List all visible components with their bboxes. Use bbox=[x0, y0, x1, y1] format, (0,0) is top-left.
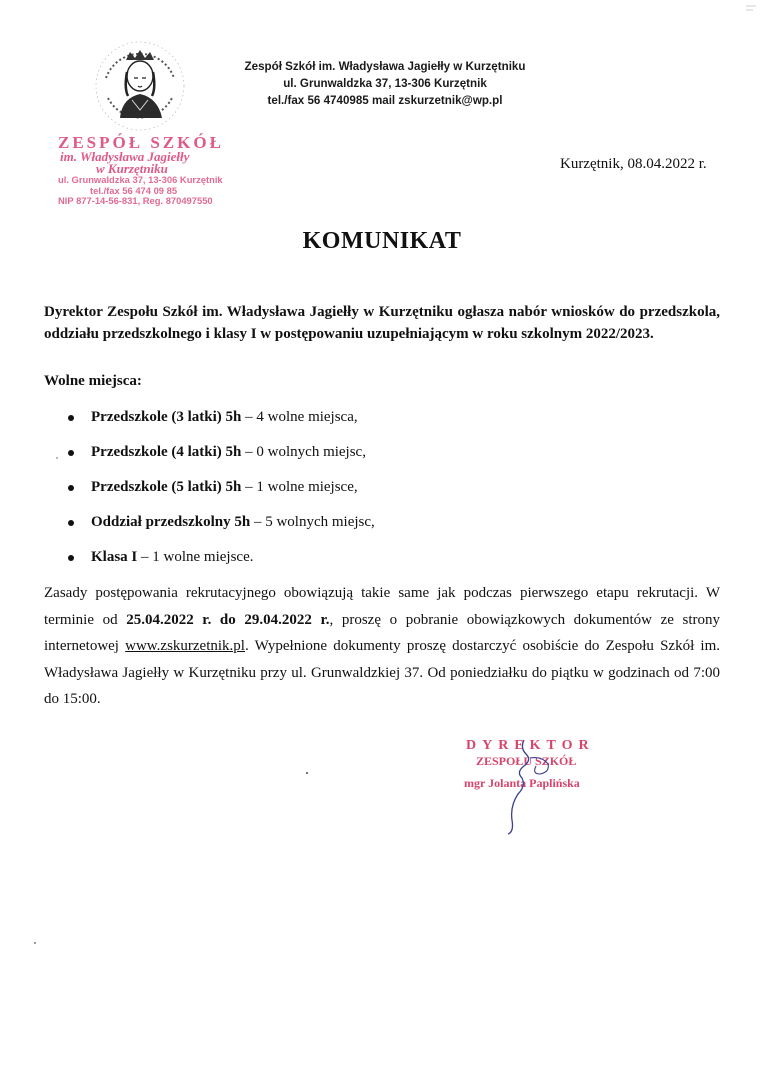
list-item-detail: – 0 wolnych miejsc, bbox=[241, 444, 366, 460]
list-item bbox=[66, 441, 666, 476]
stamp-ids: NIP 877-14-56-831, Reg. 870497550 bbox=[58, 195, 213, 206]
signature-title: DYREKTOR bbox=[466, 738, 595, 753]
rules-text-3: . Wypełnione dokumenty proszę dostarczyć osobiście do Zespołu Szkół im. Władysława Jagiełły w Kurzętniku przy ul. Grunwaldzkiej 37. Od poniedziałku do piątku w godzinach od 7:00 do 15:00. bbox=[44, 638, 720, 707]
letterhead bbox=[230, 58, 540, 109]
free-places-list bbox=[66, 406, 666, 581]
free-places-label: Wolne miejsca: bbox=[44, 373, 142, 389]
list-item-name: Klasa I bbox=[91, 549, 138, 565]
school-logo-icon bbox=[92, 38, 188, 134]
speck bbox=[306, 772, 308, 774]
school-name: Zespół Szkół im. Władysława Jagiełły w Kurzętniku bbox=[244, 60, 526, 73]
handwritten-signature-icon bbox=[470, 736, 580, 836]
list-item-detail: – 5 wolnych miejsc, bbox=[250, 514, 375, 530]
website-link[interactable]: www.zskurzetnik.pl bbox=[125, 638, 245, 654]
rules-text-1: Zasady postępowania rekrutacyjnego obowiązują takie same jak podczas pierwszego etapu rekrutacji. W terminie od bbox=[44, 585, 720, 628]
school-stamp bbox=[58, 134, 238, 207]
stamp-title: ZESPÓŁ SZKÓŁ bbox=[58, 133, 224, 152]
list-item-name: Przedszkole (5 latki) 5h bbox=[91, 479, 242, 495]
signature-name: mgr Jolanta Paplińska bbox=[464, 776, 580, 790]
rules-date-range: 25.04.2022 r. do 29.04.2022 r. bbox=[126, 611, 330, 628]
rules-paragraph bbox=[44, 580, 720, 713]
school-address: ul. Grunwaldzka 37, 13-306 Kurzętnik bbox=[283, 77, 487, 90]
list-item bbox=[66, 476, 666, 511]
document-title: KOMUNIKAT bbox=[302, 228, 462, 254]
intro-paragraph: Dyrektor Zespołu Szkół im. Władysława Jagiełły w Kurzętniku ogłasza nabór wniosków do przedszkola, oddziału przedszkolnego i klasy I w postępowaniu uzupełniającym w roku szkolnym 2022/2023. bbox=[44, 304, 720, 342]
list-item-detail: – 4 wolne miejsca, bbox=[241, 409, 358, 425]
school-contact: tel./fax 56 4740985 mail zskurzetnik@wp.pl bbox=[267, 94, 503, 107]
list-item bbox=[66, 511, 666, 546]
document-date: Kurzętnik, 08.04.2022 r. bbox=[560, 156, 707, 172]
speck bbox=[56, 457, 58, 459]
scan-mark-icon bbox=[744, 4, 758, 14]
list-item-name: Oddział przedszkolny 5h bbox=[91, 514, 251, 530]
stamp-subtitle-1: im. Władysława Jagiełły bbox=[60, 149, 190, 164]
rules-text-2: , proszę o pobranie obowiązkowych dokumentów ze strony internetowej bbox=[44, 611, 721, 654]
stamp-address: ul. Grunwaldzka 37, 13-306 Kurzętnik bbox=[58, 174, 223, 185]
list-item-detail: – 1 wolne miejsce, bbox=[241, 479, 358, 495]
list-item-name: Przedszkole (3 latki) 5h bbox=[91, 409, 242, 425]
list-item-name: Przedszkole (4 latki) 5h bbox=[91, 444, 242, 460]
stamp-subtitle-2: w Kurzętniku bbox=[96, 161, 168, 176]
signature-institution: ZESPOŁU SZKÓŁ bbox=[476, 754, 577, 768]
list-item bbox=[66, 546, 666, 581]
speck bbox=[34, 942, 36, 944]
list-item bbox=[66, 406, 666, 441]
stamp-phone: tel./fax 56 474 09 85 bbox=[90, 184, 178, 196]
list-item-detail: – 1 wolne miejsce. bbox=[137, 549, 254, 565]
